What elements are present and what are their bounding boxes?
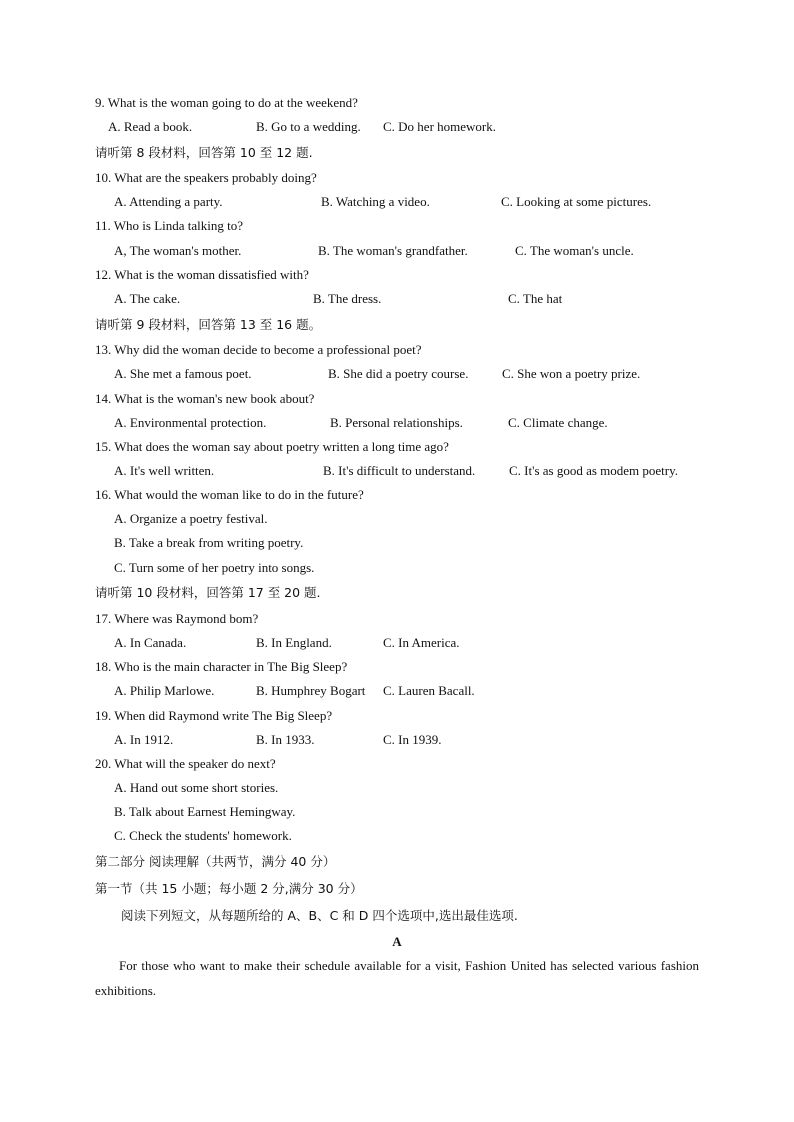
q20-option-b: B. Talk about Earnest Hemingway. xyxy=(114,804,296,819)
question-15: 15. What does the woman say about poetry written a long time ago? xyxy=(95,439,449,454)
q10-option-a: A. Attending a party. xyxy=(114,194,223,209)
q13-option-a: A. She met a famous poet. xyxy=(114,366,252,381)
question-17: 17. Where was Raymond bom? xyxy=(95,611,259,626)
question-16: 16. What would the woman like to do in the future? xyxy=(95,487,364,502)
section-heading-10: 请听第 10 段材料，回答第 17 至 20 题. xyxy=(95,585,321,600)
q19-option-c: C. In 1939. xyxy=(383,732,442,747)
q16-option-b: B. Take a break from writing poetry. xyxy=(114,535,304,550)
q9-option-c: C. Do her homework. xyxy=(383,119,497,134)
q18-option-b: B. Humphrey Bogart xyxy=(256,683,366,698)
q11-option-b: B. The woman's grandfather. xyxy=(318,243,468,258)
q15-option-c: C. It's as good as modem poetry. xyxy=(509,463,679,478)
q19-option-b: B. In 1933. xyxy=(256,732,315,747)
q18-option-a: A. Philip Marlowe. xyxy=(114,683,215,698)
question-20: 20. What will the speaker do next? xyxy=(95,756,276,771)
question-11: 11. Who is Linda talking to? xyxy=(95,218,244,233)
question-12: 12. What is the woman dissatisfied with? xyxy=(95,267,309,282)
q18-option-c: C. Lauren Bacall. xyxy=(383,683,475,698)
passage-text-content: For those who want to make their schedule available for a visit, Fashion United has selected various fashion exhibitions. xyxy=(95,958,699,998)
section-heading-9: 请听第 9 段材料，回答第 13 至 16 题。 xyxy=(95,317,322,332)
q13-option-b: B. She did a poetry course. xyxy=(328,366,469,381)
q17-option-a: A. In Canada. xyxy=(114,635,187,650)
q15-option-b: B. It's difficult to understand. xyxy=(323,463,476,478)
q12-option-a: A. The cake. xyxy=(114,291,181,306)
q16-option-a: A. Organize a poetry festival. xyxy=(114,511,268,526)
part2-title: 第二部分 阅读理解（共两节，满分 40 分） xyxy=(95,854,336,869)
q17-option-b: B. In England. xyxy=(256,635,332,650)
passage-text xyxy=(95,953,699,1003)
question-14: 14. What is the woman's new book about? xyxy=(95,391,315,406)
reading-instruction: 阅读下列短文，从每题所给的 A、B、C 和 D 四个选项中,选出最佳选项. xyxy=(121,908,518,923)
q9-option-b: B. Go to a wedding. xyxy=(256,119,361,134)
q11-option-a: A, The woman's mother. xyxy=(114,243,242,258)
q11-option-c: C. The woman's uncle. xyxy=(515,243,634,258)
q14-option-c: C. Climate change. xyxy=(508,415,608,430)
q16-option-c: C. Turn some of her poetry into songs. xyxy=(114,560,315,575)
q20-option-c: C. Check the students' homework. xyxy=(114,828,292,843)
q10-option-c: C. Looking at some pictures. xyxy=(501,194,652,209)
q10-option-b: B. Watching a video. xyxy=(321,194,430,209)
q15-option-a: A. It's well written. xyxy=(114,463,215,478)
question-10: 10. What are the speakers probably doing? xyxy=(95,170,317,185)
section1-title: 第一节（共 15 小题；每小题 2 分,满分 30 分） xyxy=(95,881,363,896)
q13-option-c: C. She won a poetry prize. xyxy=(502,366,641,381)
passage-label: A xyxy=(392,934,402,949)
question-19: 19. When did Raymond write The Big Sleep? xyxy=(95,708,333,723)
q19-option-a: A. In 1912. xyxy=(114,732,174,747)
q14-option-b: B. Personal relationships. xyxy=(330,415,463,430)
question-9: 9. What is the woman going to do at the weekend? xyxy=(95,95,358,110)
section-heading-8: 请听第 8 段材料，回答第 10 至 12 题. xyxy=(95,145,313,160)
q12-option-b: B. The dress. xyxy=(313,291,382,306)
question-13: 13. Why did the woman decide to become a professional poet? xyxy=(95,342,422,357)
question-18: 18. Who is the main character in The Big Sleep? xyxy=(95,659,348,674)
q9-option-a: A. Read a book. xyxy=(108,119,193,134)
q20-option-a: A. Hand out some short stories. xyxy=(114,780,279,795)
q12-option-c: C. The hat xyxy=(508,291,563,306)
q17-option-c: C. In America. xyxy=(383,635,460,650)
q14-option-a: A. Environmental protection. xyxy=(114,415,267,430)
